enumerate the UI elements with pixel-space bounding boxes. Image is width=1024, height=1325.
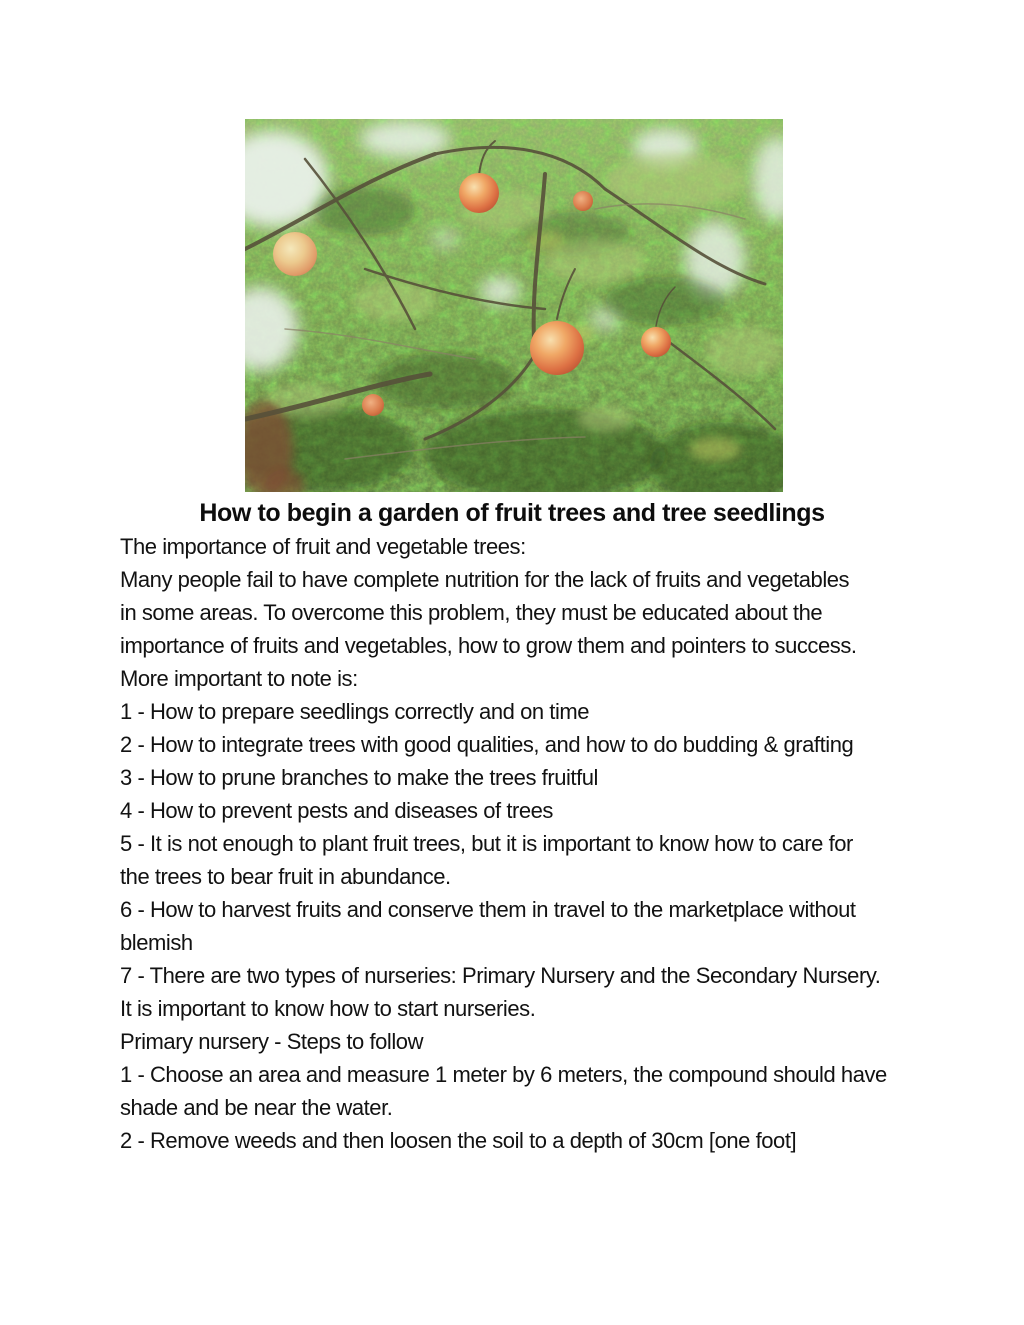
pomegranate-fruit [573,191,593,211]
body-line: in some areas. To overcome this problem, they must be educated about the [120,600,823,625]
body-line: 5 - It is not enough to plant fruit trees, but it is important to know how to care for [120,831,853,856]
body-text [120,530,1000,1157]
pomegranate-fruit [530,321,584,375]
body-line: Primary nursery - Steps to follow [120,1029,424,1054]
body-line: The importance of fruit and vegetable trees: [120,534,526,559]
body-line: shade and be near the water. [120,1095,393,1120]
body-line: It is important to know how to start nurseries. [120,996,536,1021]
fruit-tree-photo [245,119,783,492]
body-line: Many people fail to have complete nutrition for the lack of fruits and vegetables [120,567,850,592]
pomegranate-fruit [273,232,317,276]
pomegranate-fruit [641,327,671,357]
pomegranate-fruit [362,394,384,416]
body-line: 2 - How to integrate trees with good qualities, and how to do budding & grafting [120,732,854,757]
page-title: How to begin a garden of fruit trees and tree seedlings [199,499,825,527]
body-line: importance of fruits and vegetables, how to grow them and pointers to success. [120,633,857,658]
body-line: 6 - How to harvest fruits and conserve them in travel to the marketplace without [120,897,856,922]
body-line: 7 - There are two types of nurseries: Primary Nursery and the Secondary Nursery. [120,963,881,988]
body-line: the trees to bear fruit in abundance. [120,864,451,889]
body-line: 1 - How to prepare seedlings correctly and on time [120,699,590,724]
body-line: blemish [120,930,193,955]
body-line: 4 - How to prevent pests and diseases of trees [120,798,553,823]
pomegranate-fruit [459,173,499,213]
pomegranate-tree-illustration [245,119,783,492]
body-line: 3 - How to prune branches to make the trees fruitful [120,765,598,790]
body-line: 1 - Choose an area and measure 1 meter by 6 meters, the compound should have [120,1062,887,1087]
body-line: 2 - Remove weeds and then loosen the soil to a depth of 30cm [one foot] [120,1128,797,1153]
body-line: More important to note is: [120,666,358,691]
